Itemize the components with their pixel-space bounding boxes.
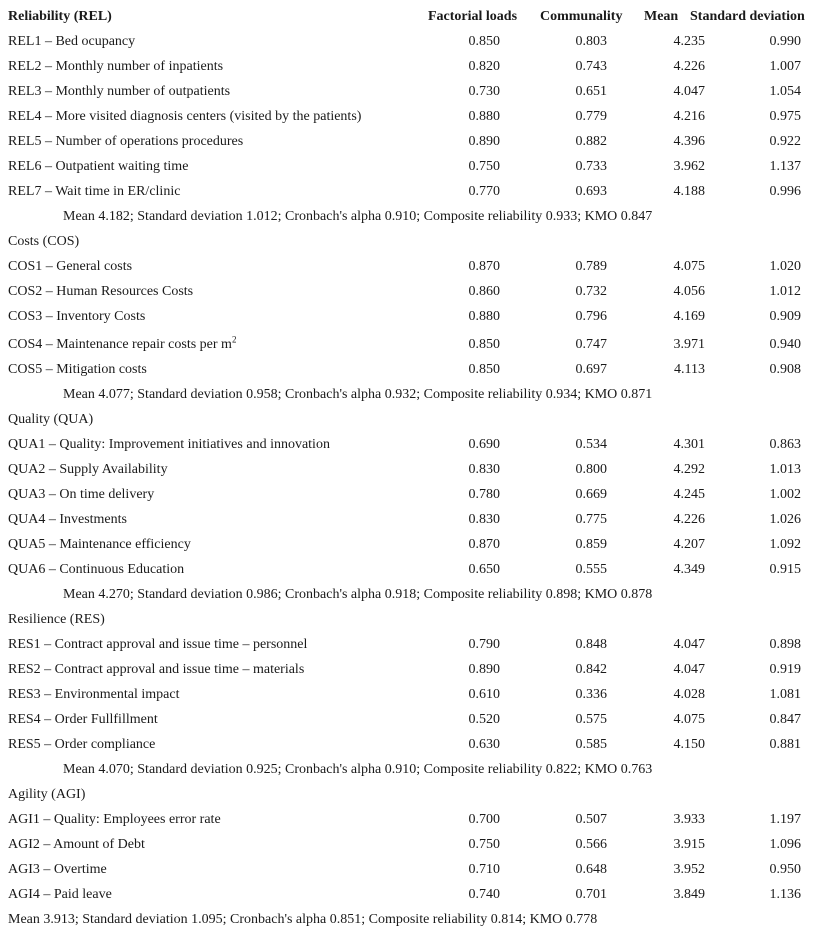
cell-communality: 0.796 [575, 309, 607, 324]
superscript: 2 [231, 334, 237, 345]
section-title-row [0, 229, 833, 254]
item-label [8, 832, 145, 857]
cell-factorial-loads: 0.830 [468, 462, 500, 477]
cell-mean: 4.226 [673, 512, 705, 527]
table-row [0, 79, 833, 104]
cell-communality: 0.507 [575, 812, 607, 827]
cell-mean: 4.188 [673, 184, 705, 199]
cell-standard-deviation: 0.863 [769, 437, 801, 452]
cell-communality: 0.566 [575, 837, 607, 852]
table-row [0, 482, 833, 507]
item-label-text: QUA2 – Supply Availability [8, 462, 168, 477]
item-label-text: AGI4 – Paid leave [8, 887, 112, 902]
table-row [0, 557, 833, 582]
cell-factorial-loads: 0.880 [468, 109, 500, 124]
cell-communality: 0.732 [575, 284, 607, 299]
table-row [0, 154, 833, 179]
table-row [0, 104, 833, 129]
cell-communality: 0.743 [575, 59, 607, 74]
item-label-text: RES5 – Order compliance [8, 737, 156, 752]
cell-standard-deviation: 0.919 [769, 662, 801, 677]
cell-standard-deviation: 1.020 [769, 259, 801, 274]
item-label-text: COS3 – Inventory Costs [8, 309, 146, 324]
table-row [0, 54, 833, 79]
item-label-text: QUA4 – Investments [8, 512, 127, 527]
item-label-text: COS2 – Human Resources Costs [8, 284, 194, 299]
cell-factorial-loads: 0.890 [468, 134, 500, 149]
cell-factorial-loads: 0.860 [468, 284, 500, 299]
item-label [8, 682, 179, 707]
cell-standard-deviation: 0.847 [769, 712, 801, 727]
item-label-text: RES2 – Contract approval and issue time – materials [8, 662, 305, 677]
cell-standard-deviation: 1.007 [769, 59, 801, 74]
item-label [8, 54, 223, 79]
table-row [0, 279, 833, 304]
factor-analysis-table [0, 4, 833, 932]
cell-standard-deviation: 1.081 [769, 687, 801, 702]
summary-row [0, 204, 833, 229]
cell-communality: 0.585 [575, 737, 607, 752]
item-label [8, 79, 230, 104]
cell-communality: 0.555 [575, 562, 607, 577]
cell-mean: 4.047 [673, 84, 705, 99]
item-label [8, 357, 147, 382]
table-row [0, 682, 833, 707]
cell-mean: 3.915 [673, 837, 705, 852]
item-label-text: REL7 – Wait time in ER/clinic [8, 184, 181, 199]
cell-mean: 4.245 [673, 487, 705, 502]
cell-factorial-loads: 0.750 [468, 159, 500, 174]
cell-communality: 0.747 [575, 337, 607, 352]
item-label-text: QUA1 – Quality: Improvement initiatives and innovation [8, 437, 330, 452]
table-row [0, 29, 833, 54]
table-row [0, 129, 833, 154]
section-title-row [0, 407, 833, 432]
item-label [8, 329, 236, 360]
table-row [0, 432, 833, 457]
table-row [0, 457, 833, 482]
cell-factorial-loads: 0.790 [468, 637, 500, 652]
cell-communality: 0.775 [575, 512, 607, 527]
section-summary: Mean 4.182; Standard deviation 1.012; Cronbach's alpha 0.910; Composite reliability 0.933; KMO 0.847 [63, 209, 653, 224]
item-label-text: REL6 – Outpatient waiting time [8, 159, 189, 174]
cell-factorial-loads: 0.730 [468, 84, 500, 99]
cell-mean: 3.849 [673, 887, 705, 902]
cell-standard-deviation: 0.950 [769, 862, 801, 877]
cell-standard-deviation: 1.026 [769, 512, 801, 527]
table-row [0, 807, 833, 832]
cell-communality: 0.697 [575, 362, 607, 377]
cell-factorial-loads: 0.650 [468, 562, 500, 577]
item-label-text: QUA6 – Continuous Education [8, 562, 185, 577]
cell-mean: 3.933 [673, 812, 705, 827]
section-summary: Mean 4.270; Standard deviation 0.986; Cronbach's alpha 0.918; Composite reliability 0.898; KMO 0.878 [63, 587, 653, 602]
cell-mean: 4.169 [673, 309, 705, 324]
cell-factorial-loads: 0.700 [468, 812, 500, 827]
cell-mean: 4.075 [673, 712, 705, 727]
item-label [8, 507, 127, 532]
cell-factorial-loads: 0.690 [468, 437, 500, 452]
cell-standard-deviation: 0.975 [769, 109, 801, 124]
table-row [0, 329, 833, 357]
col-header-mean: Mean [644, 9, 679, 24]
table-row [0, 532, 833, 557]
cell-mean: 4.216 [673, 109, 705, 124]
cell-standard-deviation: 0.915 [769, 562, 801, 577]
cell-factorial-loads: 0.610 [468, 687, 500, 702]
cell-factorial-loads: 0.850 [468, 362, 500, 377]
table-row [0, 707, 833, 732]
cell-factorial-loads: 0.880 [468, 309, 500, 324]
item-label-text: RES1 – Contract approval and issue time – personnel [8, 637, 308, 652]
cell-factorial-loads: 0.630 [468, 737, 500, 752]
cell-mean: 3.962 [673, 159, 705, 174]
item-label-text: COS1 – General costs [8, 259, 133, 274]
item-label [8, 882, 112, 907]
item-label-text: QUA5 – Maintenance efficiency [8, 537, 191, 552]
cell-communality: 0.534 [575, 437, 607, 452]
cell-factorial-loads: 0.780 [468, 487, 500, 502]
cell-factorial-loads: 0.740 [468, 887, 500, 902]
cell-mean: 4.028 [673, 687, 705, 702]
item-label-text: AGI1 – Quality: Employees error rate [8, 812, 221, 827]
item-label [8, 304, 145, 329]
section-title: Reliability (REL) [8, 9, 112, 24]
cell-standard-deviation: 1.197 [769, 812, 801, 827]
cell-factorial-loads: 0.520 [468, 712, 500, 727]
summary-row [0, 907, 833, 932]
table-row [0, 304, 833, 329]
cell-communality: 0.779 [575, 109, 607, 124]
cell-mean: 3.971 [673, 337, 705, 352]
cell-communality: 0.575 [575, 712, 607, 727]
item-label [8, 857, 107, 882]
table-row [0, 657, 833, 682]
cell-factorial-loads: 0.830 [468, 512, 500, 527]
cell-communality: 0.803 [575, 34, 607, 49]
cell-communality: 0.882 [575, 134, 607, 149]
section-title: Costs (COS) [8, 234, 80, 249]
item-label [8, 657, 304, 682]
cell-mean: 4.075 [673, 259, 705, 274]
cell-communality: 0.693 [575, 184, 607, 199]
section-summary: Mean 3.913; Standard deviation 1.095; Cronbach's alpha 0.851; Composite reliability 0.814; KMO 0.778 [8, 912, 598, 927]
item-label-text: REL1 – Bed ocupancy [8, 34, 136, 49]
table-row [0, 632, 833, 657]
cell-standard-deviation: 1.137 [769, 159, 801, 174]
cell-factorial-loads: 0.850 [468, 337, 500, 352]
item-label [8, 632, 307, 657]
cell-mean: 4.207 [673, 537, 705, 552]
cell-standard-deviation: 0.940 [769, 337, 801, 352]
table-row [0, 507, 833, 532]
cell-standard-deviation: 1.002 [769, 487, 801, 502]
cell-standard-deviation: 1.013 [769, 462, 801, 477]
cell-communality: 0.842 [575, 662, 607, 677]
item-label [8, 279, 193, 304]
section-summary: Mean 4.077; Standard deviation 0.958; Cronbach's alpha 0.932; Composite reliability 0.934; KMO 0.871 [63, 387, 653, 402]
cell-standard-deviation: 0.922 [769, 134, 801, 149]
table-row [0, 732, 833, 757]
table-row [0, 882, 833, 907]
item-label [8, 707, 158, 732]
col-header-communality: Communality [540, 9, 623, 24]
cell-factorial-loads: 0.850 [468, 34, 500, 49]
cell-communality: 0.800 [575, 462, 607, 477]
cell-factorial-loads: 0.890 [468, 662, 500, 677]
table-row [0, 357, 833, 382]
cell-factorial-loads: 0.750 [468, 837, 500, 852]
section-title-row [0, 607, 833, 632]
cell-standard-deviation: 0.908 [769, 362, 801, 377]
item-label [8, 129, 243, 154]
cell-mean: 4.113 [674, 362, 705, 377]
cell-standard-deviation: 0.898 [769, 637, 801, 652]
item-label [8, 179, 180, 204]
item-label [8, 29, 135, 54]
item-label-text: AGI2 – Amount of Debt [8, 837, 145, 852]
section-summary: Mean 4.070; Standard deviation 0.925; Cronbach's alpha 0.910; Composite reliability 0.822; KMO 0.763 [63, 762, 653, 777]
item-label-text: REL2 – Monthly number of inpatients [8, 59, 224, 74]
section-title-row [0, 782, 833, 807]
item-label-text: AGI3 – Overtime [8, 862, 107, 877]
table-row [0, 179, 833, 204]
table-row [0, 832, 833, 857]
item-label-text: RES3 – Environmental impact [8, 687, 180, 702]
cell-standard-deviation: 1.136 [769, 887, 801, 902]
cell-communality: 0.648 [575, 862, 607, 877]
item-label [8, 732, 155, 757]
cell-standard-deviation: 1.092 [769, 537, 801, 552]
cell-factorial-loads: 0.870 [468, 537, 500, 552]
item-label [8, 482, 154, 507]
cell-mean: 4.301 [673, 437, 705, 452]
cell-mean: 3.952 [673, 862, 705, 877]
cell-communality: 0.669 [575, 487, 607, 502]
item-label [8, 432, 330, 457]
summary-row [0, 382, 833, 407]
section-title: Agility (AGI) [8, 787, 86, 802]
summary-row [0, 582, 833, 607]
cell-mean: 4.235 [673, 34, 705, 49]
cell-communality: 0.848 [575, 637, 607, 652]
item-label [8, 104, 361, 129]
item-label-text: QUA3 – On time delivery [8, 487, 155, 502]
cell-communality: 0.789 [575, 259, 607, 274]
cell-mean: 4.150 [673, 737, 705, 752]
cell-standard-deviation: 0.990 [769, 34, 801, 49]
col-header-factorial-loads: Factorial loads [428, 9, 518, 24]
cell-mean: 4.047 [673, 637, 705, 652]
cell-mean: 4.292 [673, 462, 705, 477]
item-label-text: RES4 – Order Fullfillment [8, 712, 158, 727]
item-label [8, 532, 191, 557]
item-label [8, 557, 184, 582]
item-label-text: REL3 – Monthly number of outpatients [8, 84, 231, 99]
cell-communality: 0.336 [575, 687, 607, 702]
cell-factorial-loads: 0.770 [468, 184, 500, 199]
item-label-text: COS4 – Maintenance repair costs per m [8, 337, 232, 352]
item-label-text: REL5 – Number of operations procedures [8, 134, 244, 149]
cell-standard-deviation: 0.881 [769, 737, 801, 752]
cell-mean: 4.226 [673, 59, 705, 74]
cell-standard-deviation: 1.096 [769, 837, 801, 852]
cell-factorial-loads: 0.870 [468, 259, 500, 274]
item-label-text: REL4 – More visited diagnosis centers (visited by the patients) [8, 109, 362, 124]
cell-standard-deviation: 1.012 [769, 284, 801, 299]
item-label [8, 154, 188, 179]
cell-standard-deviation: 1.054 [769, 84, 801, 99]
item-label [8, 807, 221, 832]
header-row [0, 4, 833, 29]
item-label-text: COS5 – Mitigation costs [8, 362, 147, 377]
cell-communality: 0.701 [575, 887, 607, 902]
cell-mean: 4.047 [673, 662, 705, 677]
section-title: Resilience (RES) [8, 612, 105, 627]
cell-standard-deviation: 0.909 [769, 309, 801, 324]
section-title: Quality (QUA) [8, 412, 94, 427]
cell-factorial-loads: 0.710 [468, 862, 500, 877]
col-header-standard-deviation: Standard deviation [690, 9, 805, 24]
cell-communality: 0.651 [575, 84, 607, 99]
cell-factorial-loads: 0.820 [468, 59, 500, 74]
cell-communality: 0.859 [575, 537, 607, 552]
cell-mean: 4.056 [673, 284, 705, 299]
table-row [0, 254, 833, 279]
item-label [8, 254, 132, 279]
summary-row [0, 757, 833, 782]
table-row [0, 857, 833, 882]
item-label [8, 457, 168, 482]
cell-communality: 0.733 [575, 159, 607, 174]
cell-mean: 4.396 [673, 134, 705, 149]
cell-standard-deviation: 0.996 [769, 184, 801, 199]
cell-mean: 4.349 [673, 562, 705, 577]
